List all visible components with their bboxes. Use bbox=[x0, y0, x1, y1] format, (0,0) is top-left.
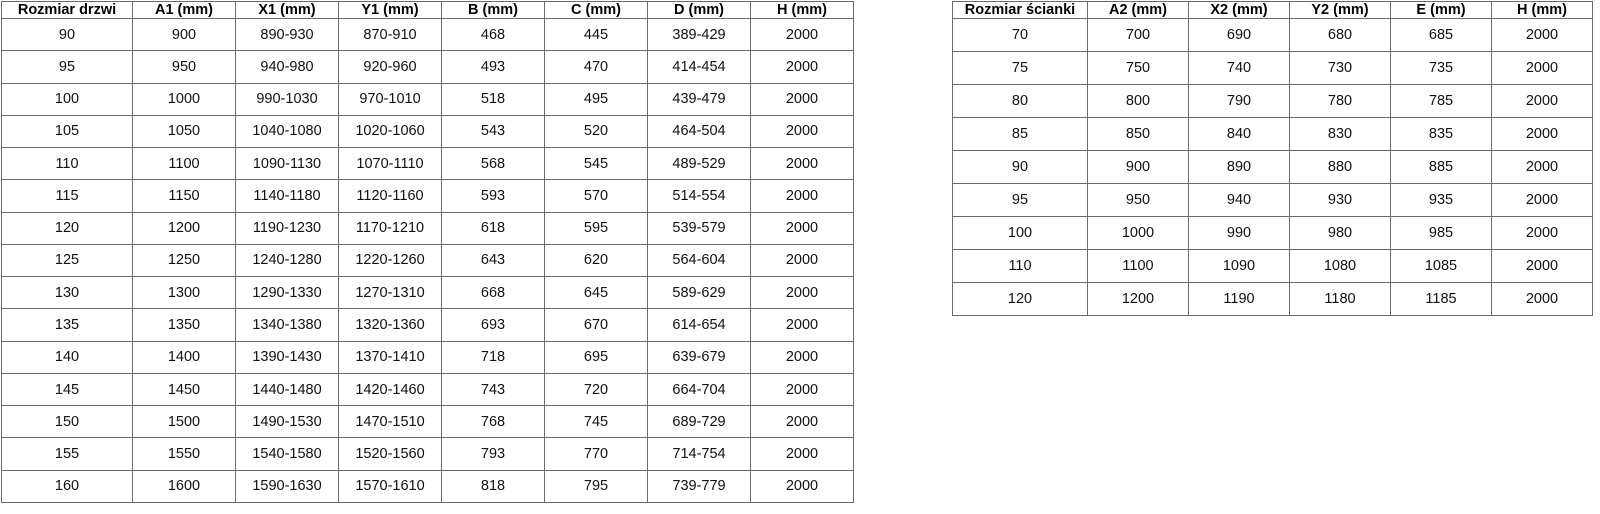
column-header: X1 (mm) bbox=[236, 2, 339, 19]
column-header: C (mm) bbox=[545, 2, 648, 19]
table-cell: 1200 bbox=[133, 212, 236, 244]
table-cell: 543 bbox=[442, 115, 545, 147]
table-cell: 145 bbox=[2, 373, 133, 405]
wall-size-table bbox=[952, 1, 1593, 316]
table-cell: 593 bbox=[442, 180, 545, 212]
table-cell: 2000 bbox=[751, 309, 854, 341]
table-cell: 714-754 bbox=[648, 438, 751, 470]
table-cell: 950 bbox=[1088, 184, 1189, 217]
table-cell: 743 bbox=[442, 373, 545, 405]
table-cell: 890-930 bbox=[236, 19, 339, 51]
table-cell: 1040-1080 bbox=[236, 115, 339, 147]
table-cell: 155 bbox=[2, 438, 133, 470]
table-cell: 1085 bbox=[1391, 250, 1492, 283]
table-row bbox=[953, 118, 1593, 151]
table-cell: 670 bbox=[545, 309, 648, 341]
table-cell: 2000 bbox=[751, 180, 854, 212]
table-cell: 2000 bbox=[751, 341, 854, 373]
table-cell: 564-604 bbox=[648, 244, 751, 276]
table-cell: 445 bbox=[545, 19, 648, 51]
table-cell: 940-980 bbox=[236, 51, 339, 83]
table-cell: 568 bbox=[442, 148, 545, 180]
table-cell: 1590-1630 bbox=[236, 470, 339, 502]
table-cell: 745 bbox=[545, 406, 648, 438]
table-cell: 1570-1610 bbox=[339, 470, 442, 502]
table-cell: 890 bbox=[1189, 151, 1290, 184]
table-cell: 545 bbox=[545, 148, 648, 180]
column-header: Y1 (mm) bbox=[339, 2, 442, 19]
table-cell: 1070-1110 bbox=[339, 148, 442, 180]
table-cell: 990 bbox=[1189, 217, 1290, 250]
table-row bbox=[953, 85, 1593, 118]
table-cell: 589-629 bbox=[648, 277, 751, 309]
table-cell: 2000 bbox=[1492, 118, 1593, 151]
table-cell: 1090-1130 bbox=[236, 148, 339, 180]
table-row bbox=[2, 309, 854, 341]
table-cell: 830 bbox=[1290, 118, 1391, 151]
column-header: X2 (mm) bbox=[1189, 2, 1290, 19]
table-cell: 1420-1460 bbox=[339, 373, 442, 405]
table-cell: 970-1010 bbox=[339, 83, 442, 115]
table-cell: 1470-1510 bbox=[339, 406, 442, 438]
table-cell: 2000 bbox=[1492, 85, 1593, 118]
table-cell: 2000 bbox=[751, 115, 854, 147]
table-cell: 489-529 bbox=[648, 148, 751, 180]
table-cell: 439-479 bbox=[648, 83, 751, 115]
table-cell: 2000 bbox=[751, 148, 854, 180]
table-cell: 1200 bbox=[1088, 283, 1189, 316]
table-cell: 520 bbox=[545, 115, 648, 147]
column-header: B (mm) bbox=[442, 2, 545, 19]
table-cell: 2000 bbox=[751, 406, 854, 438]
table-cell: 160 bbox=[2, 470, 133, 502]
table-cell: 2000 bbox=[751, 83, 854, 115]
table-cell: 1100 bbox=[133, 148, 236, 180]
table-cell: 1190 bbox=[1189, 283, 1290, 316]
table-cell: 1250 bbox=[133, 244, 236, 276]
table-cell: 685 bbox=[1391, 19, 1492, 52]
table-cell: 940 bbox=[1189, 184, 1290, 217]
table-cell: 1150 bbox=[133, 180, 236, 212]
table-cell: 1390-1430 bbox=[236, 341, 339, 373]
table-cell: 1000 bbox=[1088, 217, 1189, 250]
table-cell: 750 bbox=[1088, 52, 1189, 85]
table-row bbox=[2, 115, 854, 147]
table-cell: 935 bbox=[1391, 184, 1492, 217]
table-cell: 1100 bbox=[1088, 250, 1189, 283]
table-cell: 900 bbox=[133, 19, 236, 51]
table-cell: 2000 bbox=[751, 277, 854, 309]
table-cell: 70 bbox=[953, 19, 1088, 52]
column-header: Rozmiar drzwi bbox=[2, 2, 133, 19]
table-cell: 680 bbox=[1290, 19, 1391, 52]
table-cell: 150 bbox=[2, 406, 133, 438]
table-row bbox=[2, 438, 854, 470]
table-cell: 105 bbox=[2, 115, 133, 147]
table-cell: 930 bbox=[1290, 184, 1391, 217]
column-header: A1 (mm) bbox=[133, 2, 236, 19]
table-cell: 1090 bbox=[1189, 250, 1290, 283]
table-cell: 614-654 bbox=[648, 309, 751, 341]
table-cell: 2000 bbox=[751, 470, 854, 502]
table-row bbox=[2, 19, 854, 51]
table-cell: 740 bbox=[1189, 52, 1290, 85]
table-row bbox=[2, 148, 854, 180]
table-cell: 693 bbox=[442, 309, 545, 341]
table-cell: 795 bbox=[545, 470, 648, 502]
table-cell: 140 bbox=[2, 341, 133, 373]
table-cell: 90 bbox=[953, 151, 1088, 184]
table-cell: 1350 bbox=[133, 309, 236, 341]
table-cell: 1000 bbox=[133, 83, 236, 115]
table-cell: 110 bbox=[953, 250, 1088, 283]
table-cell: 1270-1310 bbox=[339, 277, 442, 309]
table-cell: 793 bbox=[442, 438, 545, 470]
table-cell: 920-960 bbox=[339, 51, 442, 83]
table-row bbox=[953, 217, 1593, 250]
table-row bbox=[2, 406, 854, 438]
table-cell: 95 bbox=[953, 184, 1088, 217]
table-cell: 1540-1580 bbox=[236, 438, 339, 470]
table-row bbox=[953, 184, 1593, 217]
table-cell: 1320-1360 bbox=[339, 309, 442, 341]
table-cell: 595 bbox=[545, 212, 648, 244]
table-row bbox=[953, 52, 1593, 85]
table-cell: 2000 bbox=[1492, 19, 1593, 52]
table-cell: 464-504 bbox=[648, 115, 751, 147]
table-cell: 2000 bbox=[1492, 283, 1593, 316]
column-header: Rozmiar ścianki bbox=[953, 2, 1088, 19]
header-row bbox=[953, 2, 1593, 19]
table-cell: 570 bbox=[545, 180, 648, 212]
column-header: H (mm) bbox=[1492, 2, 1593, 19]
table-cell: 2000 bbox=[1492, 250, 1593, 283]
table-cell: 885 bbox=[1391, 151, 1492, 184]
header-row bbox=[2, 2, 854, 19]
table-cell: 990-1030 bbox=[236, 83, 339, 115]
table-cell: 110 bbox=[2, 148, 133, 180]
table-cell: 2000 bbox=[1492, 151, 1593, 184]
table-cell: 1400 bbox=[133, 341, 236, 373]
table-cell: 768 bbox=[442, 406, 545, 438]
column-header: H (mm) bbox=[751, 2, 854, 19]
table-cell: 689-729 bbox=[648, 406, 751, 438]
table-cell: 75 bbox=[953, 52, 1088, 85]
table-cell: 950 bbox=[133, 51, 236, 83]
table-row bbox=[2, 180, 854, 212]
table-cell: 1520-1560 bbox=[339, 438, 442, 470]
table-row bbox=[953, 19, 1593, 52]
table-cell: 643 bbox=[442, 244, 545, 276]
table-cell: 1185 bbox=[1391, 283, 1492, 316]
table-cell: 80 bbox=[953, 85, 1088, 118]
table-cell: 2000 bbox=[1492, 184, 1593, 217]
column-header: D (mm) bbox=[648, 2, 751, 19]
table-cell: 1440-1480 bbox=[236, 373, 339, 405]
table-cell: 115 bbox=[2, 180, 133, 212]
table-cell: 818 bbox=[442, 470, 545, 502]
table-cell: 518 bbox=[442, 83, 545, 115]
table-cell: 514-554 bbox=[648, 180, 751, 212]
table-cell: 850 bbox=[1088, 118, 1189, 151]
table-cell: 900 bbox=[1088, 151, 1189, 184]
table-cell: 800 bbox=[1088, 85, 1189, 118]
table-cell: 1290-1330 bbox=[236, 277, 339, 309]
table-cell: 1300 bbox=[133, 277, 236, 309]
table-cell: 1170-1210 bbox=[339, 212, 442, 244]
table-cell: 1080 bbox=[1290, 250, 1391, 283]
table-cell: 620 bbox=[545, 244, 648, 276]
table-cell: 790 bbox=[1189, 85, 1290, 118]
table-cell: 120 bbox=[953, 283, 1088, 316]
table-cell: 1140-1180 bbox=[236, 180, 339, 212]
table-cell: 468 bbox=[442, 19, 545, 51]
table-cell: 95 bbox=[2, 51, 133, 83]
table-cell: 1450 bbox=[133, 373, 236, 405]
table-cell: 493 bbox=[442, 51, 545, 83]
table-cell: 2000 bbox=[751, 212, 854, 244]
table-cell: 2000 bbox=[751, 19, 854, 51]
table-cell: 470 bbox=[545, 51, 648, 83]
table-row bbox=[953, 151, 1593, 184]
table-cell: 730 bbox=[1290, 52, 1391, 85]
table-cell: 690 bbox=[1189, 19, 1290, 52]
table-cell: 1490-1530 bbox=[236, 406, 339, 438]
table-row bbox=[2, 277, 854, 309]
table-row bbox=[2, 470, 854, 502]
table-cell: 1120-1160 bbox=[339, 180, 442, 212]
table-cell: 1370-1410 bbox=[339, 341, 442, 373]
column-header: Y2 (mm) bbox=[1290, 2, 1391, 19]
table-cell: 1500 bbox=[133, 406, 236, 438]
table-row bbox=[2, 373, 854, 405]
table-cell: 985 bbox=[1391, 217, 1492, 250]
table-cell: 1190-1230 bbox=[236, 212, 339, 244]
table-cell: 668 bbox=[442, 277, 545, 309]
table-cell: 100 bbox=[2, 83, 133, 115]
table-cell: 495 bbox=[545, 83, 648, 115]
table-cell: 718 bbox=[442, 341, 545, 373]
table-cell: 2000 bbox=[751, 244, 854, 276]
table-cell: 125 bbox=[2, 244, 133, 276]
table-cell: 1240-1280 bbox=[236, 244, 339, 276]
table-row bbox=[2, 244, 854, 276]
table-cell: 90 bbox=[2, 19, 133, 51]
table-cell: 618 bbox=[442, 212, 545, 244]
table-row bbox=[2, 83, 854, 115]
table-row bbox=[953, 283, 1593, 316]
table-cell: 835 bbox=[1391, 118, 1492, 151]
table-cell: 700 bbox=[1088, 19, 1189, 52]
door-size-table bbox=[1, 1, 854, 503]
table-cell: 870-910 bbox=[339, 19, 442, 51]
table-cell: 1180 bbox=[1290, 283, 1391, 316]
table-cell: 414-454 bbox=[648, 51, 751, 83]
table-cell: 780 bbox=[1290, 85, 1391, 118]
table-cell: 1050 bbox=[133, 115, 236, 147]
table-cell: 1020-1060 bbox=[339, 115, 442, 147]
column-header: E (mm) bbox=[1391, 2, 1492, 19]
table-row bbox=[2, 341, 854, 373]
table-cell: 389-429 bbox=[648, 19, 751, 51]
table-cell: 880 bbox=[1290, 151, 1391, 184]
table-cell: 2000 bbox=[751, 373, 854, 405]
table-cell: 980 bbox=[1290, 217, 1391, 250]
table-cell: 2000 bbox=[1492, 217, 1593, 250]
table-cell: 735 bbox=[1391, 52, 1492, 85]
column-header: A2 (mm) bbox=[1088, 2, 1189, 19]
table-cell: 664-704 bbox=[648, 373, 751, 405]
table-row bbox=[2, 212, 854, 244]
table-cell: 2000 bbox=[1492, 52, 1593, 85]
table-cell: 2000 bbox=[751, 51, 854, 83]
table-row bbox=[2, 51, 854, 83]
table-cell: 720 bbox=[545, 373, 648, 405]
table-cell: 130 bbox=[2, 277, 133, 309]
table-cell: 695 bbox=[545, 341, 648, 373]
table-cell: 1220-1260 bbox=[339, 244, 442, 276]
table-cell: 1550 bbox=[133, 438, 236, 470]
table-cell: 135 bbox=[2, 309, 133, 341]
table-cell: 1340-1380 bbox=[236, 309, 339, 341]
table-row bbox=[953, 250, 1593, 283]
table-cell: 539-579 bbox=[648, 212, 751, 244]
table-cell: 840 bbox=[1189, 118, 1290, 151]
table-cell: 120 bbox=[2, 212, 133, 244]
table-cell: 739-779 bbox=[648, 470, 751, 502]
table-cell: 2000 bbox=[751, 438, 854, 470]
table-cell: 639-679 bbox=[648, 341, 751, 373]
table-cell: 770 bbox=[545, 438, 648, 470]
table-cell: 100 bbox=[953, 217, 1088, 250]
table-cell: 645 bbox=[545, 277, 648, 309]
table-cell: 785 bbox=[1391, 85, 1492, 118]
table-cell: 1600 bbox=[133, 470, 236, 502]
table-cell: 85 bbox=[953, 118, 1088, 151]
